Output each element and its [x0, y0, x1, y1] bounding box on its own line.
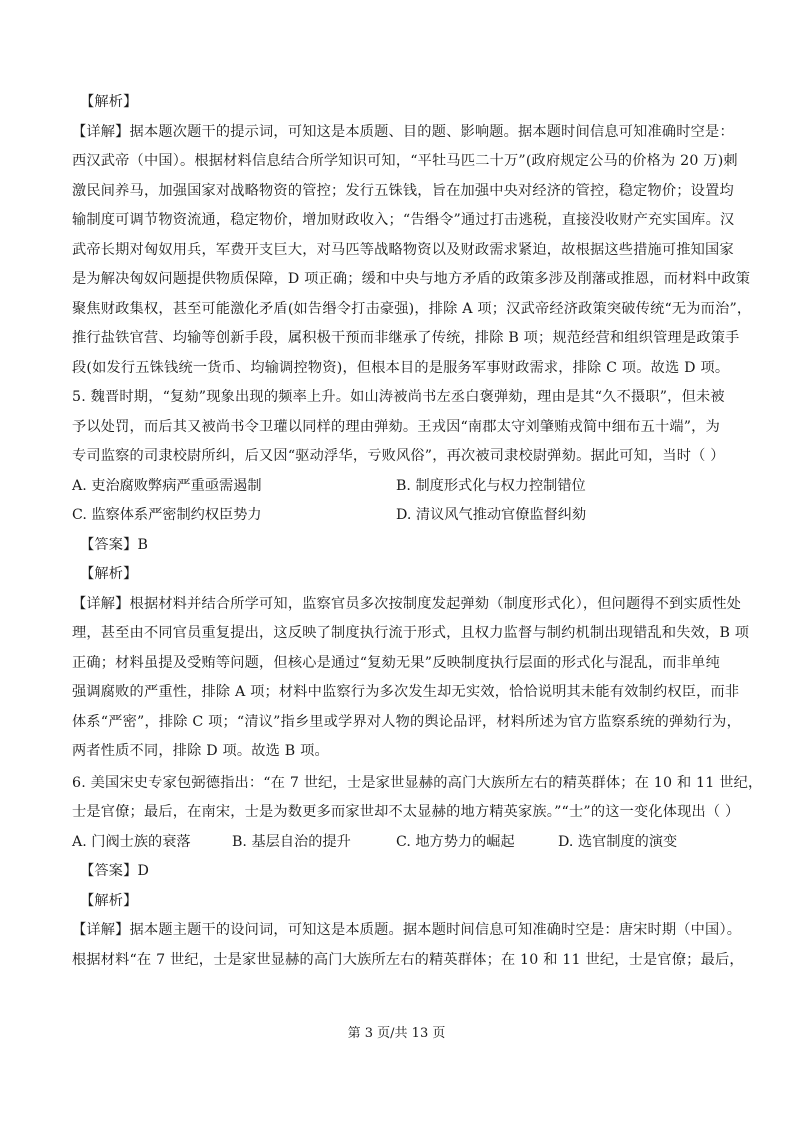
- options-row: [72, 472, 726, 502]
- option-d: D. 清议风气推动官僚监督纠劾: [396, 507, 587, 523]
- question-stem-line: 6. 美国宋史专家包弼德指出：“在 7 世纪，士是家世显赫的高门大族所左右的精英群体；在 10 和 11 世纪，: [72, 774, 763, 791]
- question-stem-line: 专司监察的司隶校尉所纠，后又因“驱动浮华，亏败风俗”，再次被司隶校尉弹劾。据此可知，当时（ ）: [72, 448, 725, 464]
- detail-line: 【详解】根据材料并结合所学可知，监察官员多次按制度发起弹劾（制度形式化），但问题得不到实质性处: [72, 595, 742, 612]
- detail-line: 正确；材料虽提及受贿等问题，但核心是通过“复劾无果”反映制度执行层面的形式化与混乱，而非单纯: [72, 654, 720, 671]
- detail-line: 是为解决匈奴问题提供物质保障，D 项正确；缓和中央与地方矛盾的政策多涉及削藩或推恩，而材料中政策: [72, 271, 751, 287]
- detail-line: 强调腐败的严重性，排除 A 项；材料中监察行为多次发生却无实效，恰恰说明其未能有效制约权臣，而非: [72, 684, 740, 700]
- detail-line: 理，甚至由不同官员重复提出，这反映了制度执行流于形式，且权力监督与制约机制出现错乱和失效，B 项: [72, 625, 750, 641]
- option-d: D. 选官制度的演变: [558, 833, 678, 850]
- question-stem-line: 5. 魏晋时期，“复劾”现象出现的频率上升。如山涛被尚书左丞白褒弹劾，理由是其“久不摄职”，但未被: [72, 389, 725, 405]
- option-c: C. 监察体系严密制约权臣势力: [72, 507, 262, 523]
- option-a: A. 吏治腐败弊病严重亟需遏制: [72, 477, 262, 494]
- answer-tag: 【答案】D: [80, 863, 150, 879]
- analysis-tag: 【解析】: [80, 94, 138, 110]
- detail-line: 两者性质不同，排除 D 项。故选 B 项。: [72, 743, 329, 759]
- detail-line: 根据材料“在 7 世纪，士是家世显赫的高门大族所左右的精英群体；在 10 和 11 世纪，士是官僚；最后，: [72, 951, 744, 968]
- detail-line: 输制度可调节物资流通，稳定物价，增加财政收入；“告缗令”通过打击逃税，直接没收财产充实国库。汉: [72, 212, 735, 228]
- detail-line: 推行盐铁官营、均输等创新手段，属积极干预而非继承了传统，排除 B 项；规范经营和组织管理是政策手: [72, 330, 740, 346]
- question-stem-line: 予以处罚，而后其又被尚书令卫瓘以同样的理由弹劾。王戎因“南郡太守刘肇贿戎简中细布五十端”，为: [72, 418, 720, 435]
- option-b: B. 基层自治的提升: [232, 833, 351, 850]
- answer-tag: 【答案】B: [80, 536, 149, 553]
- option-c: C. 地方势力的崛起: [396, 833, 515, 850]
- question-stem-line: 士是官僚；最后，在南宋，士是为数更多而家世却不太显赫的地方精英家族。”“士”的这一变化体现出（ ）: [72, 804, 740, 820]
- page-footer: 第 3 页/共 13 页: [347, 1026, 446, 1041]
- detail-line: 武帝长期对匈奴用兵，军费开支巨大，对马匹等战略物资以及财政需求紧迫，故根据这些措施可推知国家: [72, 241, 734, 258]
- options-row: [72, 501, 726, 531]
- detail-line: 体系“严密”，排除 C 项；“清议”指乡里或学界对人物的舆论品评，材料所述为官方监察系统的弹劾行为，: [72, 713, 741, 730]
- options-row: [72, 828, 726, 858]
- question-6: [72, 769, 763, 976]
- analysis-tag: 【解析】: [80, 892, 138, 909]
- analysis-tag: 【解析】: [80, 566, 138, 582]
- detail-line: 西汉武帝（中国）。根据材料信息结合所学知识可知，“平牡马匹二十万”(政府规定公马的价格为 20 万)刺: [72, 153, 738, 169]
- detail-block-prev: [72, 118, 752, 384]
- page-content: [72, 88, 763, 975]
- detail-line: 【详解】据本题次题干的提示词，可知这是本质题、目的题、影响题。据本题时间信息可知准确时空是：: [72, 123, 734, 140]
- detail-line: 聚焦财政集权，甚至可能激化矛盾(如告缗令打击豪强)，排除 A 项；汉武帝经济政策突破传统“无为而治”，: [72, 300, 752, 317]
- detail-line: 激民间养马，加强国家对战略物资的管控；发行五铢钱，旨在加强中央对经济的管控，稳定物价；设置均: [72, 182, 734, 199]
- option-a: A. 门阀士族的衰落: [72, 833, 191, 850]
- option-b: B. 制度形式化与权力控制错位: [396, 477, 586, 494]
- detail-line: 段(如发行五铢钱统一货币、均输调控物资)，但根本目的是服务军事财政需求，排除 C 项。故选 D 项。: [72, 359, 730, 376]
- question-5: [72, 383, 750, 767]
- detail-line: 【详解】据本题主题干的设问词，可知这是本质题。据本题时间信息可知准确时空是：唐宋时期（中国）。: [72, 922, 742, 938]
